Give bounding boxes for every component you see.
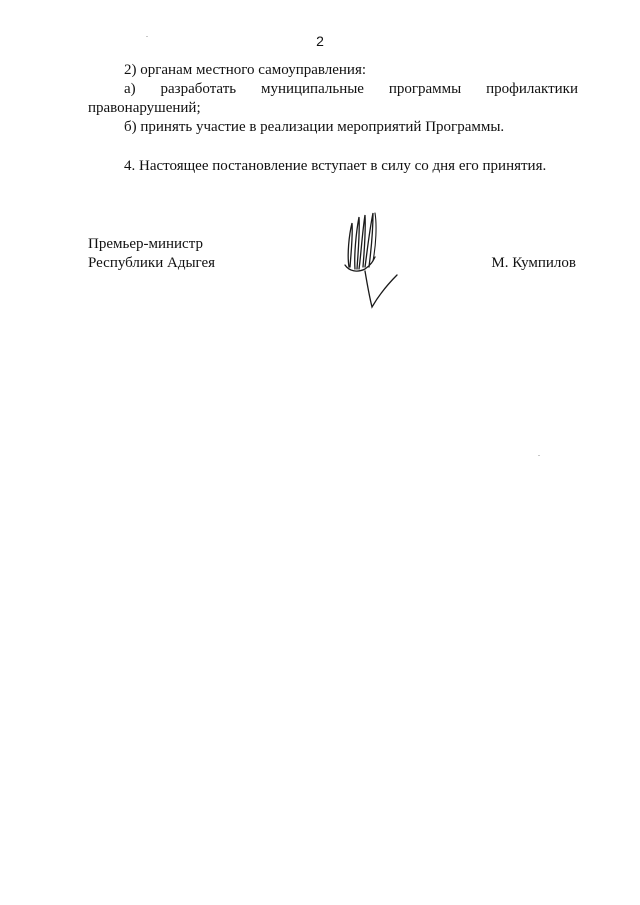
signatory-position bbox=[88, 235, 215, 273]
paragraph-item-b: б) принять участие в реализации мероприятий Программы. bbox=[124, 119, 505, 135]
handwritten-signature bbox=[335, 205, 405, 315]
document-body bbox=[88, 61, 578, 176]
signatory-position-line1: Премьер-министр bbox=[88, 236, 203, 252]
signatory-name: М. Кумпилов bbox=[491, 255, 576, 271]
paragraph-local-authorities: 2) органам местного самоуправления: bbox=[124, 62, 367, 78]
signatory-position-line2: Республики Адыгея bbox=[88, 255, 216, 271]
paragraph-gap bbox=[88, 137, 578, 157]
page-number: 2 bbox=[316, 33, 324, 49]
scan-speck bbox=[146, 36, 148, 37]
scan-speck bbox=[538, 455, 540, 456]
paragraph-item-a: а) разработать муниципальные программы профилактики правонарушений; bbox=[88, 81, 578, 116]
paragraph-effective-date: 4. Настоящее постановление вступает в силу со дня его принятия. bbox=[124, 158, 547, 174]
